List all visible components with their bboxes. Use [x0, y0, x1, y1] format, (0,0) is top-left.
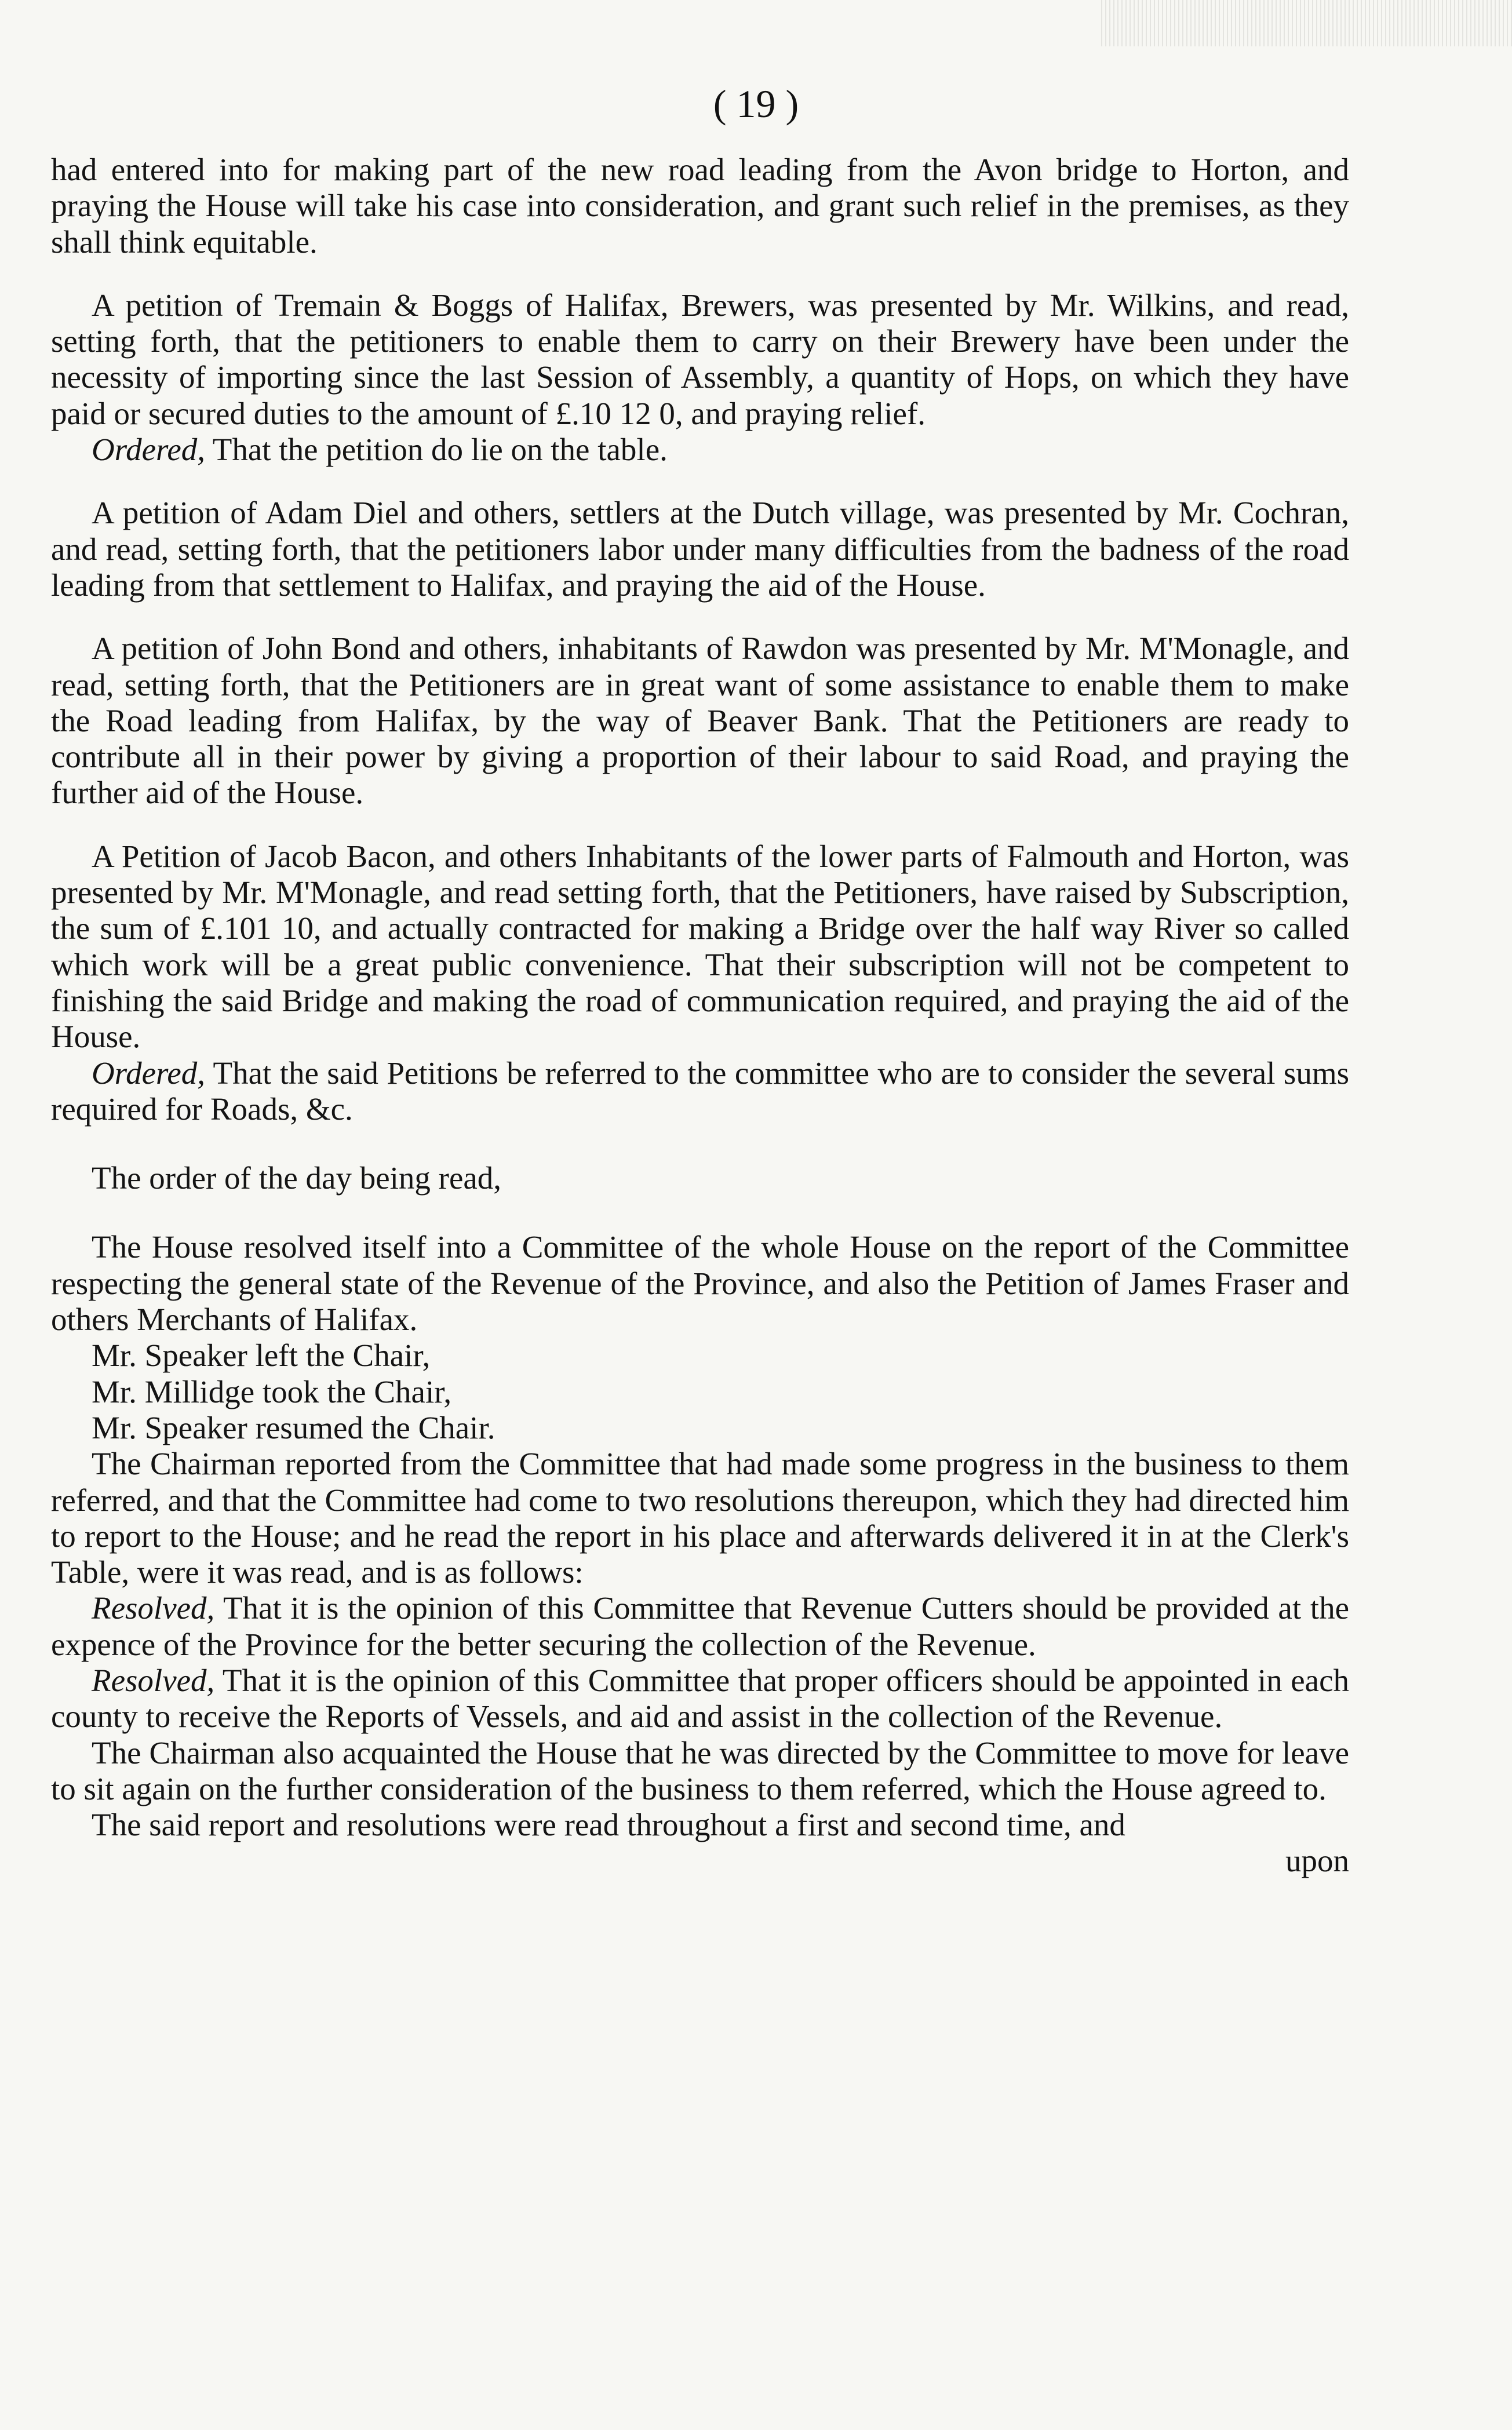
paragraph-committee-whole-house: The House resolved itself into a Committee of the whole House on the report of the Committee respecting the general state of the Revenue of the Province, and also the Petition of James Fraser and others Merchants of Halifax.	[51, 1229, 1349, 1338]
paragraph-resolved-officers: Resolved, That it is the opinion of this Committee that proper officers should be appointed in each county to receive the Reports of Vessels, and aid and assist in the collection of the Revenue.	[51, 1662, 1349, 1735]
paragraph-millidge-chair: Mr. Millidge took the Chair,	[92, 1374, 452, 1409]
paragraph-speaker-resumed: Mr. Speaker resumed the Chair.	[92, 1409, 496, 1445]
paragraph-report-read: The said report and resolutions were read throughout a first and second time, and	[92, 1807, 1125, 1843]
paragraph-ordered: Ordered, That the petition do lie on the table.	[92, 432, 668, 468]
page-number: ( 19 )	[713, 82, 799, 126]
scan-noise	[1101, 0, 1512, 46]
paragraph-petition-adam-diel: A petition of Adam Diel and others, settlers at the Dutch village, was presented by Mr. Cochran, and read, setting forth, that the petitioners labor under many difficulties from the badness of the road leading from that settlement to Halifax, and praying the aid of the House.	[51, 495, 1349, 603]
paragraph-petition-tremain-boggs: A petition of Tremain & Boggs of Halifax, Brewers, was presented by Mr. Wilkins, and read, setting forth, that the petitioners to enable them to carry on their Brewery have been under the necessity of importing since the last Session of Assembly, a quantity of Hops, on which they have paid or secured duties to the amount of £.10 12 0, and praying relief.	[51, 287, 1349, 431]
paragraph-resolved-cutters: Resolved, That it is the opinion of this Committee that Revenue Cutters should be provided at the expence of the Province for the better securing the collection of the Revenue.	[51, 1590, 1349, 1662]
paragraph-continuation: had entered into for making part of the new road leading from the Avon bridge to Horton, and praying the House will take his case into consideration, and grant such relief in the premises, as they shall think equitable.	[51, 152, 1349, 260]
paragraph-petition-jacob-bacon: A Petition of Jacob Bacon, and others Inhabitants of the lower parts of Falmouth and Horton, was presented by Mr. M'Monagle, and read setting forth, that the Petitioners, have raised by Subscription, the sum of £.101 10, and actually contracted for making a Bridge over the half way River so called which work will be a great public convenience. That their subscription will not be competent to finishing the said Bridge and making the road of communication required, and praying the aid of the House.	[51, 838, 1349, 1055]
catchword: upon	[1285, 1843, 1349, 1879]
paragraph-speaker-left: Mr. Speaker left the Chair,	[92, 1338, 431, 1374]
body-text	[51, 152, 1349, 1879]
paragraph-ordered: Ordered, That the said Petitions be referred to the committee who are to consider the several sums required for Roads, &c.	[51, 1055, 1349, 1127]
paragraph-chairman-leave: The Chairman also acquainted the House that he was directed by the Committee to move for leave to sit again on the further consideration of the business to them referred, which the House agreed to.	[51, 1735, 1349, 1806]
paragraph-order-of-day: The order of the day being read,	[92, 1160, 502, 1196]
paragraph-chairman-report: The Chairman reported from the Committee that had made some progress in the business to them referred, and that the Committee had come to two resolutions thereupon, which they had directed him to report to the House; and he read the report in his place and afterwards delivered it in at the Clerk's Table, were it was read, and is as follows:	[51, 1446, 1349, 1590]
paragraph-petition-john-bond: A petition of John Bond and others, inhabitants of Rawdon was presented by Mr. M'Monagle, and read, setting forth, that the Petitioners are in great want of some assistance to enable them to make the Road leading from Halifax, by the way of Beaver Bank. That the Petitioners are ready to contribute all in their power by giving a proportion of their labour to said Road, and praying the further aid of the House.	[51, 631, 1349, 811]
